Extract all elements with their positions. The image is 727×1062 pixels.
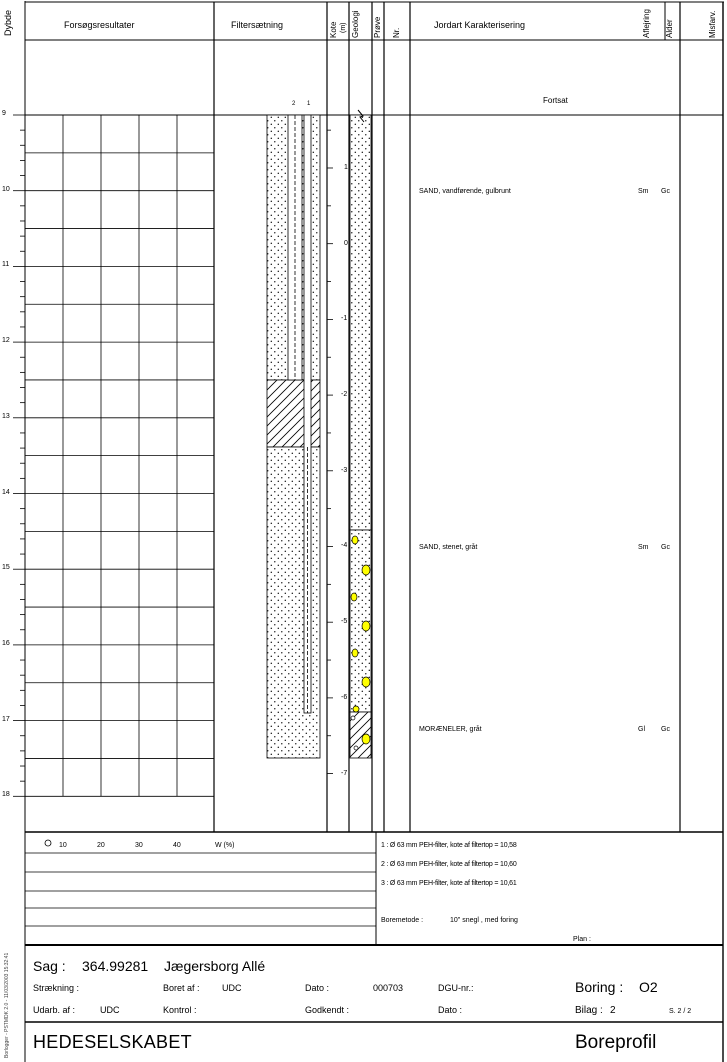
kote-tick-label: -4 (341, 542, 348, 550)
layer-2-description: SAND, stenet, gråt (419, 544, 478, 551)
depth-tick-label: 14 (2, 488, 10, 496)
sag-label: Sag : (33, 958, 66, 974)
depth-tick-label: 11 (2, 261, 10, 269)
godkendt-label: Godkendt : (305, 1005, 350, 1015)
layer-2-aflejring: Sm (638, 544, 649, 551)
dybde-header: Dybde (3, 9, 13, 36)
filter-note-1: 1 : Ø 63 mm PEH-filter, kote af filtertop = 10,58 (381, 842, 517, 849)
layer-1-alder: Gc (661, 188, 670, 195)
layer-1-description: SAND, vandførende, gulbrunt (419, 188, 511, 195)
depth-tick-label: 18 (2, 791, 10, 799)
depth-tick-label: 10 (2, 185, 10, 193)
kote-axis (327, 115, 333, 832)
depth-axis (13, 115, 25, 796)
filter-note-2: 2 : Ø 63 mm PEH-filter, kote af filtertop = 10,60 (381, 861, 517, 868)
kote-tick-label: -6 (341, 693, 348, 701)
filtersaetning-header: Filtersætning (231, 20, 284, 30)
depth-tick-label: 15 (2, 564, 10, 572)
layer-1-aflejring: Sm (638, 188, 649, 195)
prove-header: Prøve (373, 16, 382, 38)
depth-tick-label: 16 (2, 639, 10, 647)
sheet-number: S. 2 / 2 (669, 1008, 692, 1015)
layer-3-aflejring: Gl (638, 726, 645, 733)
kote-header: Kote (329, 21, 338, 38)
w-tick-10: 10 (59, 842, 67, 849)
filter-label-1: 1 (307, 101, 311, 107)
kontrol-label: Kontrol : (163, 1005, 197, 1015)
boremetode-label: Boremetode : (381, 917, 424, 924)
depth-tick-label: 9 (2, 110, 6, 117)
kote-tick-label: -7 (341, 769, 348, 777)
dato-label: Dato : (305, 983, 330, 993)
forsogsresultater-header: Forsøgsresultater (64, 20, 135, 30)
dato2-label: Dato : (438, 1005, 463, 1015)
jordart-header: Jordart Karakterisering (434, 20, 526, 30)
nr-header: Nr. (392, 27, 401, 38)
side-stamp: Borlogger - PSTMDK 2.0 - 11/03/2003 15:32:41 (4, 952, 10, 1058)
boring-value: O2 (639, 979, 658, 995)
w-tick-40: 40 (173, 842, 181, 849)
udarb-value: UDC (100, 1005, 120, 1015)
depth-tick-label: 13 (2, 412, 10, 420)
bilag-label: Bilag : (575, 1005, 603, 1016)
dato-value: 000703 (373, 983, 404, 993)
boring-label: Boring : (575, 979, 624, 995)
depth-tick-label: 12 (2, 337, 10, 345)
kote-tick-label: -1 (341, 315, 348, 323)
w-tick-20: 20 (97, 842, 105, 849)
layer-3-description: MORÆNELER, gråt (419, 726, 482, 733)
boret-af-value: UDC (222, 983, 242, 993)
bottom-grid (25, 840, 376, 926)
w-tick-30: 30 (135, 842, 143, 849)
layer-2-alder: Gc (661, 544, 670, 551)
kote-tick-label: -5 (341, 618, 348, 626)
filter-column (267, 115, 320, 758)
filter-note-3: 3 : Ø 63 mm PEH-filter, kote af filtertop = 10,61 (381, 880, 517, 887)
kote-unit-header: (m) (340, 22, 347, 33)
w-axis-label: W (%) (215, 842, 235, 849)
continued-label: Fortsat (543, 96, 568, 105)
filter-label-2: 2 (292, 101, 296, 107)
sag-name: Jægersborg Allé (164, 958, 266, 974)
kote-tick-label: -3 (341, 466, 348, 474)
kote-tick-label: 0 (344, 239, 348, 247)
straekning-label: Strækning : (33, 983, 80, 993)
company-name: HEDESELSKABET (33, 1032, 192, 1052)
aflejring-header: Aflejring (642, 9, 651, 38)
boremetode-value: 10" snegl , med foring (450, 917, 518, 924)
layer-3-alder: Gc (661, 726, 670, 733)
kote-tick-label: 1 (344, 163, 348, 171)
bilag-value: 2 (610, 1005, 616, 1016)
kote-tick-label: -2 (341, 391, 348, 399)
results-grid (25, 115, 214, 796)
sag-number: 364.99281 (82, 958, 149, 974)
geologi-header: Geologi (351, 10, 360, 38)
boret-af-label: Boret af : (163, 983, 200, 993)
depth-tick-label: 17 (2, 715, 10, 723)
geology-column (350, 110, 371, 758)
document-title: Boreprofil (575, 1032, 657, 1053)
udarb-label: Udarb. af : (33, 1005, 76, 1015)
dgu-label: DGU-nr.: (438, 983, 474, 993)
misfarv-header: Misfarv. (708, 10, 717, 38)
alder-header: Alder (665, 19, 674, 38)
plan-label: Plan : (573, 936, 591, 943)
